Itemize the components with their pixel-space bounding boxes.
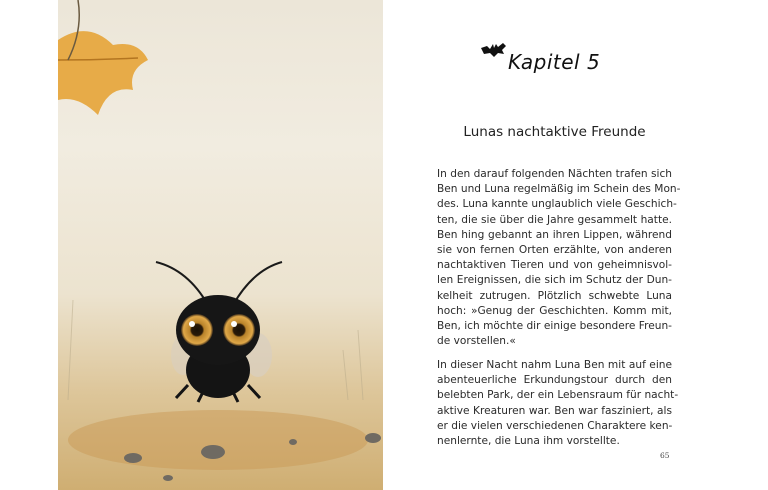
text-line: des. Luna kannte unglaublich viele Geschich- [437, 198, 677, 211]
text-line: Ben, ich möchte dir einige besondere Freun- [437, 319, 673, 332]
illustration-bug-with-big-eyes [58, 0, 383, 490]
text-line: Ben hing gebannt an ihren Lippen, während [437, 228, 672, 241]
bat-icon [481, 42, 507, 62]
text-line: kelheit zutrugen. Plötzlich schwebte Luna [437, 289, 672, 302]
text-line: er die vielen verschiedenen Charaktere ken- [437, 419, 673, 432]
chapter-heading [478, 38, 618, 84]
text-line: nenlernte, die Luna ihm vorstellte. [437, 434, 620, 447]
text-line: len Ereignissen, die sich im Schutz der Dun- [437, 274, 672, 287]
paragraph [437, 358, 679, 449]
text-line: sie von fernen Orten erzählte, von anderen [437, 243, 672, 256]
text-line: abenteuerliche Erkundungstour durch den [437, 374, 672, 387]
text-line: nachtaktiven Tieren und von geheimnisvol- [437, 259, 672, 272]
page-number: 65 [660, 451, 670, 460]
text-line: belebten Park, der ein Lebensraum für nacht- [437, 389, 679, 402]
autumn-leaf [58, 0, 148, 115]
text-line: de vorstellen.« [437, 335, 516, 348]
text-line: hoch: »Genug der Geschichten. Komm mit, [437, 304, 672, 317]
text-line: Ben und Luna regelmäßig im Schein des Mon- [437, 183, 681, 196]
bug-character [156, 262, 282, 402]
text-line: In dieser Nacht nahm Luna Ben mit auf eine [437, 359, 672, 371]
text-line: ten, die sie über die Jahre gesammelt hatte. [437, 213, 672, 226]
text-line: aktive Kreaturen war. Ben war fasziniert, als [437, 404, 672, 417]
text-line: In den darauf folgenden Nächten trafen sich [437, 168, 672, 180]
chapter-title: Kapitel 5 [508, 50, 601, 74]
section-title: Lunas nachtaktive Freunde [463, 124, 646, 140]
paragraph [437, 167, 681, 349]
